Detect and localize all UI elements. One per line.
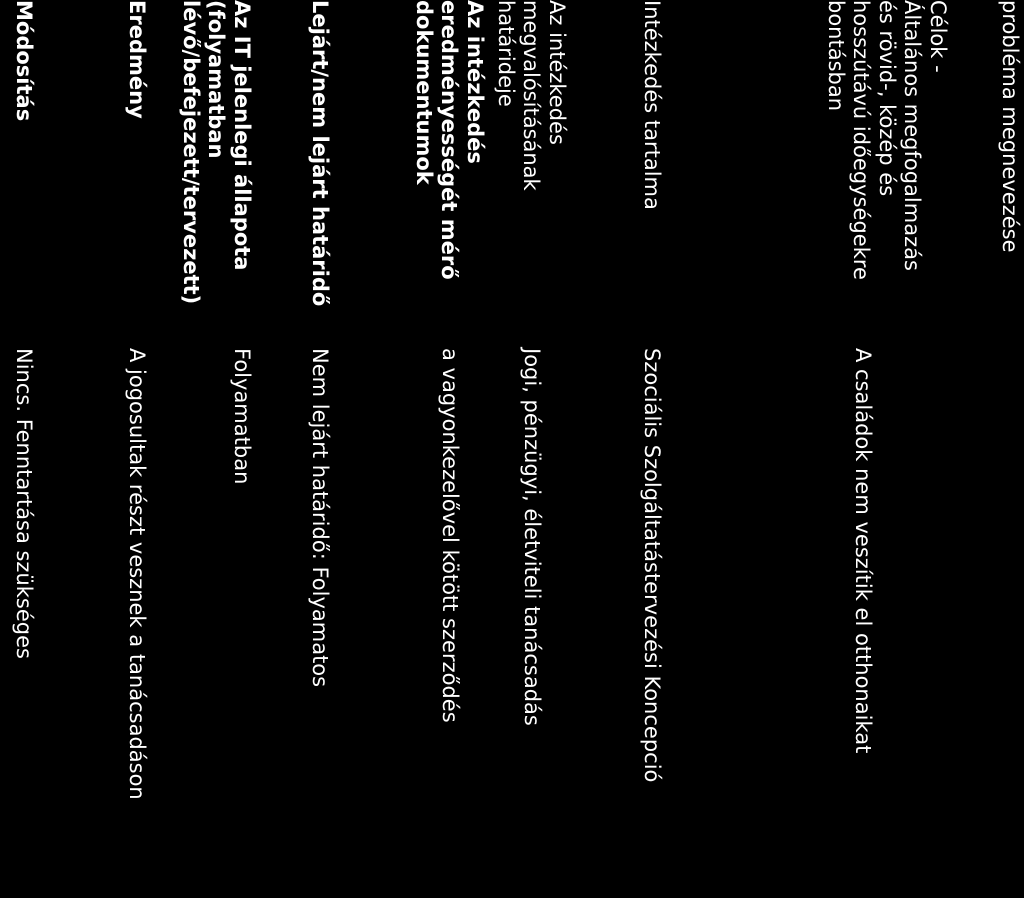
row-label xyxy=(997,0,1023,340)
value-line: A jogosultak részt vesznek a tanácsadáson xyxy=(125,348,149,800)
row-value xyxy=(229,348,255,898)
label-line: Intézkedés tartalma xyxy=(640,0,664,210)
row-label xyxy=(493,0,570,340)
value-line: Nem lejárt határidő: Folyamatos xyxy=(308,348,332,688)
row-label xyxy=(307,0,333,340)
label-line: Célok - xyxy=(926,0,950,73)
row-label xyxy=(178,0,255,340)
row-label xyxy=(823,0,951,340)
value-line: Jogi, pénzügyi, életviteli tanácsadás xyxy=(520,348,544,726)
label-line: Eredmény xyxy=(125,0,149,119)
value-line: A családok nem veszítik el otthonaikat xyxy=(851,348,875,754)
label-line: (folyamatban xyxy=(204,0,229,159)
row-value xyxy=(307,348,333,898)
row-label xyxy=(639,0,665,340)
label-line: dokumentumok xyxy=(412,0,436,185)
label-line: határideje xyxy=(494,0,518,107)
label-line: hosszútávú időegységekre xyxy=(849,0,874,280)
label-line: Az intézkedés xyxy=(545,0,569,145)
value-line: Szociális Szolgáltatástervezési Koncepció xyxy=(640,348,664,783)
value-line: Nincs. Fenntartása szükséges xyxy=(12,348,36,659)
row-value xyxy=(124,348,150,898)
label-line: lévő/befejezett/tervezett) xyxy=(179,0,203,305)
row-label xyxy=(11,0,37,340)
row-label xyxy=(124,0,150,340)
label-line: probléma megnevezése xyxy=(998,0,1022,253)
row-value xyxy=(639,348,665,898)
value-line: a vagyonkezelővel kötött szerződés xyxy=(438,348,462,723)
label-line: Az intézkedés xyxy=(463,0,487,164)
label-line: bontásban xyxy=(824,0,848,112)
row-label xyxy=(411,0,488,340)
value-line: Folyamatban xyxy=(230,348,254,485)
row-value xyxy=(519,348,545,898)
label-line: eredményességét mérő xyxy=(437,0,462,280)
row-value xyxy=(850,348,876,898)
row-value xyxy=(11,348,37,898)
label-line: Az IT jelenlegi állapota xyxy=(230,0,254,271)
label-line: és rövid-, közép és xyxy=(875,0,899,197)
label-line: megvalósításának xyxy=(519,0,544,191)
row-value xyxy=(437,348,463,898)
label-line: Általános megfogalmazás xyxy=(900,0,925,271)
label-line: Módosítás xyxy=(12,0,36,122)
label-line: Lejárt/nem lejárt határidő xyxy=(308,0,332,307)
